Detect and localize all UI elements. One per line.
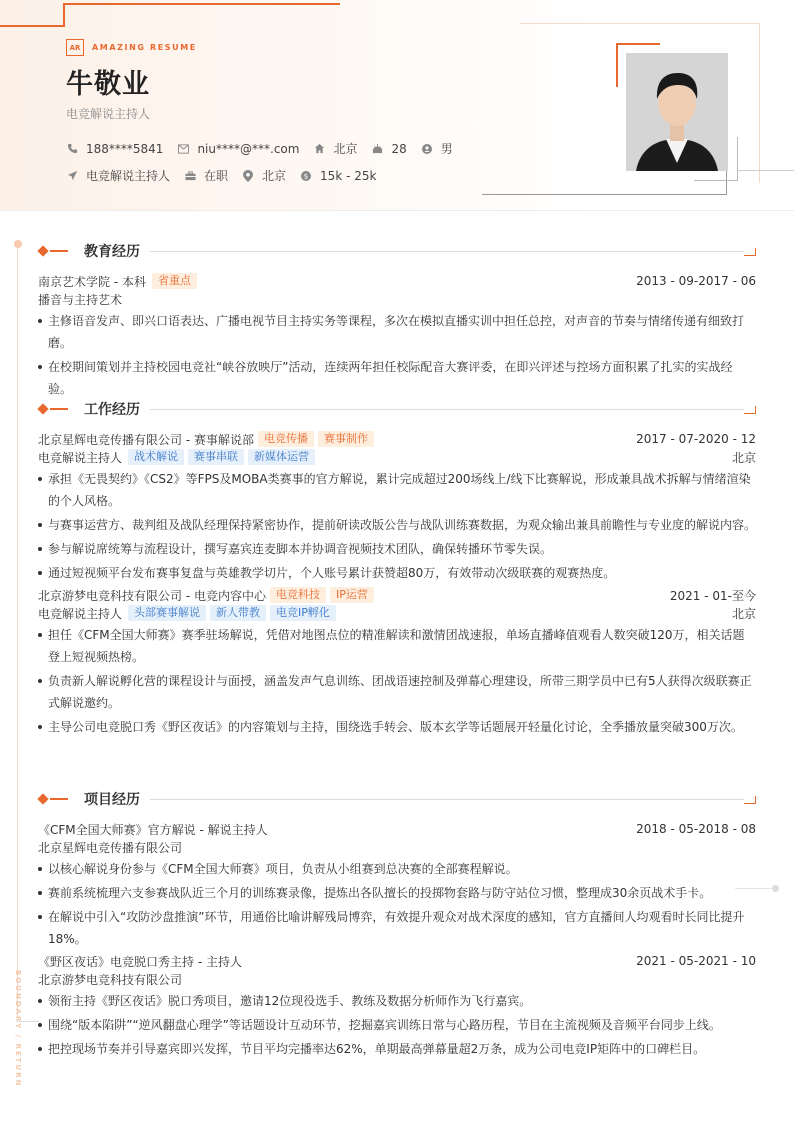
- education-entry-head: [38, 272, 756, 290]
- corner-decor: [744, 406, 756, 414]
- location-icon: [242, 170, 254, 182]
- age-item: [371, 142, 406, 156]
- candidate-title: 电竞解说主持人: [66, 107, 151, 121]
- list-item: 承担《无畏契约》《CS2》等FPS及MOBA类赛事的官方解说，累计完成超过200场线上/线下比赛解说，形成兼具战术拆解与情绪渲染的个人风格。: [38, 468, 756, 512]
- resume-header: [0, 0, 794, 211]
- school-tag: 省重点: [152, 273, 197, 289]
- project-org-row: [38, 970, 756, 988]
- phone-icon: [66, 143, 78, 155]
- section-title: [38, 789, 756, 809]
- diamond-icon: [37, 793, 48, 804]
- section-title: [38, 241, 756, 261]
- corner-decor: [744, 248, 756, 256]
- decor-dot: [772, 885, 779, 892]
- project-name: 《CFM全国大师赛》官方解说 - 解说主持人: [38, 822, 268, 837]
- home-item: [313, 140, 357, 157]
- project-date: 2021 - 05-2021 - 10: [636, 954, 756, 968]
- project-entry-head: [38, 820, 756, 838]
- list-item: 参与解说席统筹与流程设计，撰写嘉宾连麦脚本并协调音视频技术团队，确保转播环节零失误。: [38, 538, 756, 560]
- photo-frame-corner: [616, 43, 660, 45]
- role-tag: 电竞IP孵化: [270, 605, 336, 621]
- list-item: 围绕“版本陷阱”“逆风翻盘心理学”等话题设计互动环节，挖掘嘉宾训练日常与心路历程，节目在主流视频及音频平台同步上线。: [38, 1014, 756, 1036]
- education-major-row: [38, 290, 756, 308]
- project-section: [38, 789, 756, 1062]
- list-item: 通过短视频平台发布赛事复盘与英雄教学切片，个人账号累计获赞超80万，有效带动次级联赛的观赛热度。: [38, 562, 756, 584]
- timeline-dot: [14, 240, 22, 248]
- work-date: 2021 - 01-至今: [669, 588, 756, 603]
- company-name: 北京星辉电竞传播有限公司 - 赛事解说部: [38, 432, 254, 447]
- work-date: 2017 - 07-2020 - 12: [636, 432, 756, 446]
- timeline-line: [17, 248, 18, 1018]
- major: 播音与主持艺术: [38, 292, 123, 307]
- location-item: [242, 167, 286, 184]
- phone-value: 188****5841: [86, 141, 164, 156]
- list-item: 在解说中引入“攻防沙盘推演”环节，用通俗比喻讲解残局博弈，有效提升观众对战术深度的感知，官方直播间人均观看时长同比提升18%。: [38, 906, 756, 950]
- work-city: 北京: [731, 450, 756, 465]
- project-date: 2018 - 05-2018 - 08: [636, 822, 756, 836]
- salary-icon: [300, 170, 312, 182]
- list-item: 把控现场节奏并引导嘉宾即兴发挥，节目平均完播率达62%，单期最高弹幕量超2万条，成为公司电竞IP矩阵中的口碑栏目。: [38, 1038, 756, 1060]
- cake-icon: [371, 143, 383, 155]
- role-tag: 新人带教: [210, 605, 266, 621]
- role-tag: 新媒体运营: [248, 449, 315, 465]
- list-item: 在校期间策划并主持校园电竞社“峡谷放映厅”活动，连续两年担任校际配音大赛评委，在即兴评述与控场方面积累了扎实的实战经验。: [38, 356, 756, 400]
- company-tag: 电竞科技: [270, 587, 326, 603]
- email-value: niu****@***.com: [197, 141, 300, 156]
- decor-line: [694, 180, 738, 181]
- education-date: 2013 - 09-2017 - 06: [636, 274, 756, 288]
- age-value: 28: [391, 141, 407, 156]
- decor-line: [50, 408, 68, 410]
- section-title: [38, 399, 756, 419]
- section-title-text: 工作经历: [84, 402, 140, 418]
- phone-item: [66, 142, 163, 156]
- section-title-text: 项目经历: [84, 792, 140, 808]
- status-item: [184, 167, 228, 184]
- education-section: [38, 241, 756, 402]
- list-item: 与赛事运营方、裁判组及战队经理保持紧密协作，提前研读改版公告与战队训练赛数据，为观众输出兼具前瞻性与专业度的解说内容。: [38, 514, 756, 536]
- work-city: 北京: [731, 606, 756, 621]
- send-icon: [66, 170, 78, 182]
- location-value: 北京: [262, 169, 287, 183]
- contact-row: [66, 140, 467, 157]
- brand-text: AMAZING RESUME: [92, 43, 197, 52]
- list-item: 主导公司电竞脱口秀《野区夜话》的内容策划与主持，围绕选手转会、版本玄学等话题展开轻量化讨论，全季播放量突破300万次。: [38, 716, 756, 738]
- home-value: 北京: [333, 142, 358, 156]
- work-bullets: [38, 468, 756, 584]
- intent-value: 电竞解说主持人: [86, 169, 171, 183]
- role-tag: 头部赛事解说: [128, 605, 206, 621]
- gender-value: 男: [440, 142, 453, 156]
- home-icon: [313, 143, 325, 155]
- project-org-row: [38, 838, 756, 856]
- work-entry-head: [38, 430, 756, 448]
- list-item: 赛前系统梳理六支参赛战队近三个月的训练赛录像，提炼出各队擅长的投掷物套路与防守站位习惯，整理成30余页战术手卡。: [38, 882, 756, 904]
- decor-line: [63, 4, 65, 27]
- job-intent-row: [66, 167, 390, 184]
- project-org: 北京游梦电竞科技有限公司: [38, 972, 183, 987]
- company-name: 北京游梦电竞科技有限公司 - 电竞内容中心: [38, 588, 266, 603]
- decor-line: [482, 194, 727, 195]
- work-role-row: [38, 448, 756, 466]
- profile-photo: [626, 53, 728, 171]
- email-item: [177, 142, 299, 156]
- side-caption: [8, 970, 28, 1100]
- diamond-icon: [37, 403, 48, 414]
- mail-icon: [177, 143, 189, 155]
- briefcase-icon: [184, 170, 196, 182]
- school-name: 南京艺术学院 - 本科: [38, 274, 146, 289]
- diamond-icon: [37, 245, 48, 256]
- work-entry-head: [38, 586, 756, 604]
- brand-badge: [66, 39, 197, 56]
- section-title-text: 教育经历: [84, 244, 140, 260]
- project-name: 《野区夜话》电竞脱口秀主持 - 主持人: [38, 954, 242, 969]
- candidate-name: 牛敬业: [66, 69, 150, 100]
- role-tag: 赛事串联: [188, 449, 244, 465]
- list-item: 主修语音发声、即兴口语表达、广播电视节目主持实务等课程，多次在模拟直播实训中担任总控，对声音的节奏与情绪传递有细致打磨。: [38, 310, 756, 354]
- decor-line: [63, 3, 340, 5]
- corner-decor: [744, 796, 756, 804]
- list-item: 领衔主持《野区夜话》脱口秀项目，邀请12位现役选手、教练及数据分析师作为飞行嘉宾。: [38, 990, 756, 1012]
- project-org: 北京星辉电竞传播有限公司: [38, 840, 183, 855]
- project-bullets: [38, 990, 756, 1060]
- education-bullets: [38, 310, 756, 400]
- role-tag: 战术解说: [128, 449, 184, 465]
- list-item: 以核心解说身份参与《CFM全国大师赛》项目，负责从小组赛到总决赛的全部赛程解说。: [38, 858, 756, 880]
- salary-item: [300, 169, 376, 183]
- list-item: 负责新人解说孵化营的课程设计与面授，涵盖发声气息训练、团战语速控制及弹幕心理建设，所带三期学员中已有5人获得次级联赛正式解说邀约。: [38, 670, 756, 714]
- decor-line: [737, 170, 794, 171]
- company-tag: 赛事制作: [318, 431, 374, 447]
- status-value: 在职: [204, 169, 229, 183]
- ar-logo: AR: [66, 39, 84, 56]
- decor-line: [0, 25, 64, 27]
- section-divider: [150, 251, 744, 252]
- section-divider: [150, 799, 744, 800]
- work-section: [38, 399, 756, 740]
- project-entry-head: [38, 952, 756, 970]
- project-bullets: [38, 858, 756, 950]
- gender-icon: [421, 143, 433, 155]
- work-bullets: [38, 624, 756, 738]
- role: 电竞解说主持人: [38, 450, 123, 465]
- side-caption-text: BOUNDARY / RETURN: [14, 970, 22, 1088]
- list-item: 担任《CFM全国大师赛》赛季驻场解说，凭借对地图点位的精准解读和激情团战速报，单场直播峰值观看人数突破120万，相关话题登上短视频热榜。: [38, 624, 756, 668]
- intent-item: [66, 167, 170, 184]
- svg-text:$: $: [303, 172, 309, 180]
- gender-item: [421, 140, 453, 157]
- decor-line: [737, 137, 738, 181]
- role: 电竞解说主持人: [38, 606, 123, 621]
- salary-value: 15k - 25k: [320, 168, 377, 183]
- company-tag: 电竞传播: [258, 431, 314, 447]
- decor-line: [50, 798, 68, 800]
- decor-line: [50, 250, 68, 252]
- photo-frame-corner: [616, 43, 618, 87]
- section-divider: [150, 409, 744, 410]
- work-role-row: [38, 604, 756, 622]
- company-tag: IP运营: [330, 587, 374, 603]
- decor-line: [726, 170, 727, 195]
